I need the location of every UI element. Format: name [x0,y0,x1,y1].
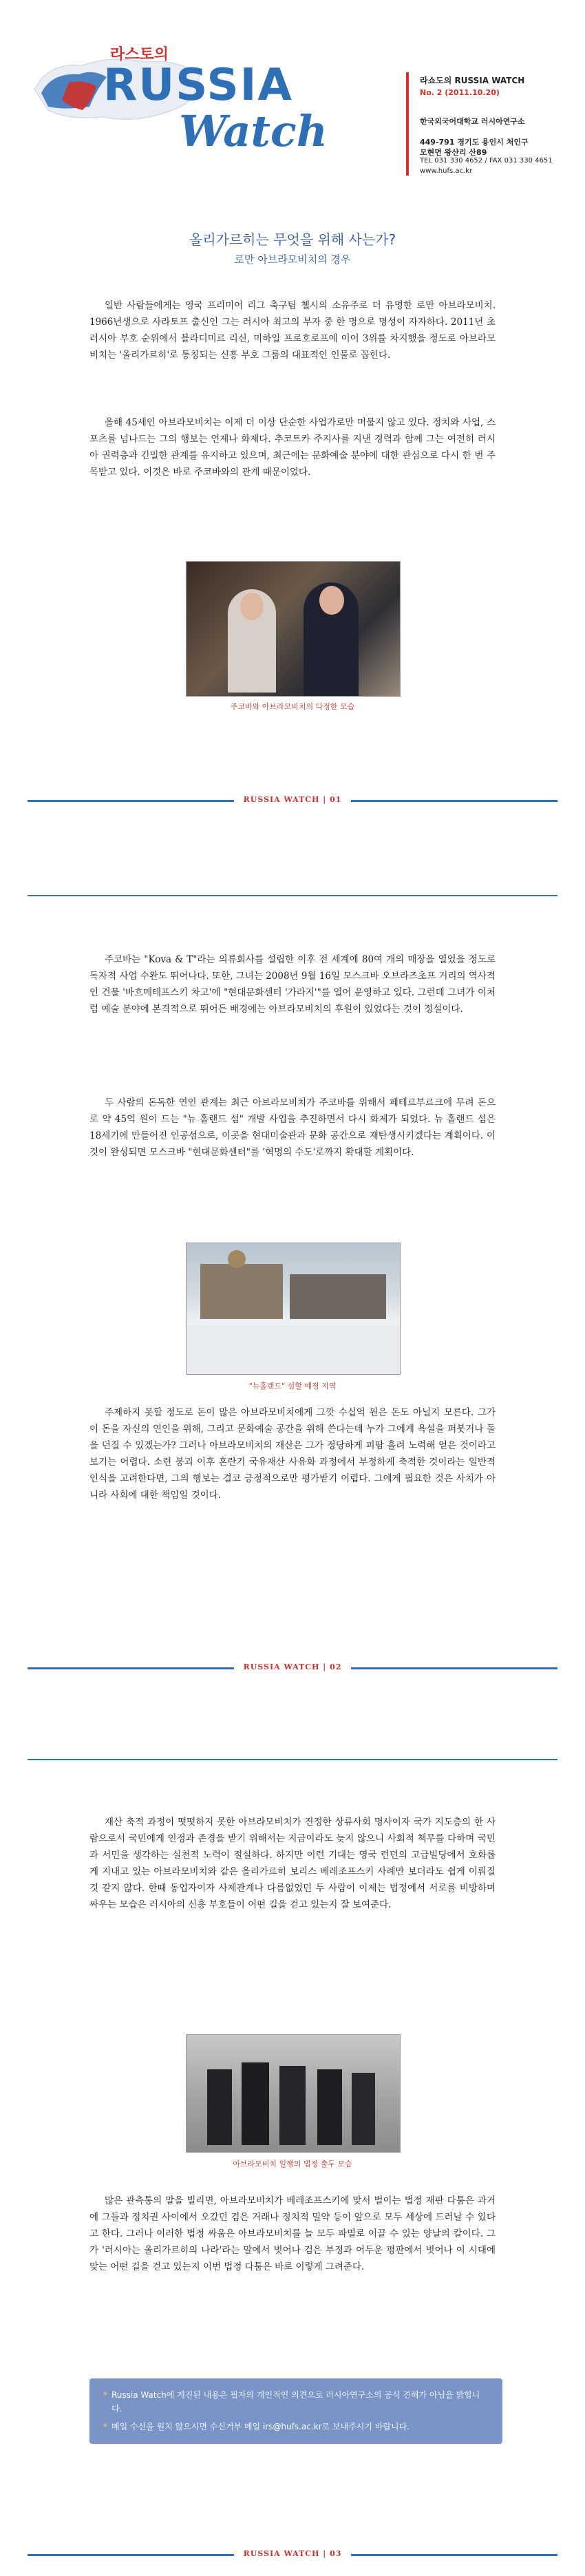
header-divider [406,72,409,176]
page-footer: RUSSIA WATCH | 03 [243,2549,342,2558]
page-footer: RUSSIA WATCH | 02 [243,1662,342,1671]
photo-court-arrival [186,2034,401,2153]
paragraph: 재산 축적 과정이 떳떳하지 못한 아브라모비치가 진정한 상류사회 명사이자 국가 지도층의 한 사람으로서 국민에게 인정과 존경을 받기 위해서는 지금이라도 늦지 않으니 사회적 책무를 다하며 국민과 서민을 생각하는 실천적 노력이 절실하다. 하지만 이런 기대는 영국 런던의 고급빌딩에서 호화롭게 지내고 있는 아브라모비치와 같은 올리가르히 보리스 베레조프스키 사례만 보더라도 쉽게 이뤄질 것 같지 않다. 한때 동업자이자 사제관계나 다름없었던 두 사람이 이제는 법정에서 서로를 비방하며 싸우는 모습은 러시아의 신흥 부호들이 어떤 길을 걷고 있는지 잘 보여준다. [89,1817,496,1910]
address-line-1: 449-791 경기도 용인시 처인구 [420,138,529,147]
website: www.hufs.ac.kr [420,167,473,175]
photo-caption: 아브라모비치 일행의 법정 출두 모습 [233,2160,352,2168]
photo-new-holland [186,1243,401,1375]
bullet-icon: * [103,2390,107,2400]
page-1 [0,0,585,819]
article-title: 올리가르히는 무엇을 위해 사는가? [189,231,396,248]
logo-small: 라스토의 [110,46,169,63]
paragraph: 많은 관측통의 말을 빌리면, 아브라모비치가 베레조프스키에 맞서 벌이는 법정 재판 다툼은 과거에 그들과 정치권 사이에서 오갔던 검은 거래나 정치적 밀약 등이 앞으로 모두 세상에 드러날 수 있다고 한다. 그러나 이러한 법정 싸움은 아브라모비치를 늘 모두 파멸로 이끌 수 있는 양날의 칼이다. 그가 '러시아는 올리가르히의 나라'라는 말에서 벗어나 검은 부정과 어두운 평판에서 벗어나 이 시대에 맞는 어떤 길을 걷고 있는지 이번 법정 다툼은 바로 이렇게 그려준다. [89,2195,496,2272]
note-unsubscribe: * 메일 수신을 원치 않으시면 수신거부 메일 irs@hufs.ac.kr로 보내주시기 바랍니다. [103,2420,489,2434]
note-disclaimer: * Russia Watch에 게진된 내용은 필자의 개인적인 의견으로 러시아연구소의 공식 견해가 아님을 밝힙니다. [103,2388,489,2416]
paragraph: 두 사람의 돈독한 연인 관계는 최근 아브라모비치가 주코바를 위해서 페테르부르크에 무려 돈으로 약 45억 원이 드는 "뉴 홀랜드 섬" 개발 사업을 추진하면서 다시 화제가 되었다. 뉴 홀랜드 섬은 18세기에 만들어진 인공섬으로, 이곳을 현대미술관과 문화 공간으로 재탄생시키겠다는 계획이다. 이것이 완성되면 모스크바 "현대문화센터"를 '혁명의 수도'로까지 확대할 계획이다. [89,1097,496,1158]
photo-caption: 주코바와 아브라모비치의 다정한 모습 [230,702,355,711]
tel-fax: TEL 031 330 4652 / FAX 031 330 4651 [420,157,553,165]
page-footer: RUSSIA WATCH | 01 [243,795,342,804]
bullet-icon: * [103,2422,107,2431]
photo-couple [186,561,401,697]
logo-watch: Watch [179,106,328,156]
paragraph: 일반 사람들에게는 영국 프리미어 리그 축구팀 첼시의 소유주로 더 유명한 로만 아브라모비치. 1966년생으로 사라토프 출신인 그는 러시아 최고의 부자 중 한 명으로 명성이 자자하다. 2011년 초 러시아 부호 순위에서 블라디미르 리신, 미하일 프로호로프에 이어 3위를 차지했을 정도로 아브라모비치는 '올리가르히'로 통칭되는 신흥 부호 그룹의 대표적인 인물로 꼽힌다. [89,300,496,361]
notes-box [89,2378,502,2444]
issue-number: No. 2 (2011.10.20) [420,88,500,97]
page-3 [0,1759,585,2576]
logo-russia: RUSSIA [103,60,293,111]
article-subtitle: 로만 아브라모비치의 경우 [234,253,351,266]
page-2 [0,895,585,1749]
pub-name: 라쇼도의 RUSSIA WATCH [420,76,525,85]
paragraph: 주코바는 "Kova & T"라는 의류회사를 설립한 이후 전 세계에 80여 개의 매장을 열었을 정도로 독자적 사업 수완도 뛰어나다. 또한, 그녀는 2008년 9월 16일 모스크바 오브라즈초프 거리의 역사적인 건물 '바흐메테프스키 차고'에 "현대문화센터 '가라지'"를 열어 운영하고 있다. 그런데 그녀가 이처럼 예술 분야에 본격적으로 뛰어든 배경에는 아브라모비치의 후원이 있었다는 것이 정설이다. [89,954,496,1015]
org-name: 한국외국어대학교 러시아연구소 [420,117,525,126]
paragraph: 올해 45세인 아브라모비치는 이제 더 이상 단순한 사업가로만 머물지 않고 있다. 정치와 사업, 스포츠를 넘나드는 그의 행보는 언제나 화제다. 추코트카 주지사를 지낸 경력과 함께 그는 여전히 러시아 권력층과 긴밀한 관계를 유지하고 있으며, 최근에는 문화예술 분야에 대한 관심으로 다시 한 번 주목받고 있다. 이것은 바로 주코바와의 관계 때문이었다. [89,417,496,478]
address-line-2: 모현면 왕산리 산89 [420,148,487,157]
paragraph: 주제하지 못할 정도로 돈이 많은 아브라모비치에게 그깟 수십억 원은 돈도 아닐지 모른다. 그가 이 돈을 자신의 연인을 위해, 그리고 문화예술 공간을 위해 쓴다는데 누가 그에게 욕설을 퍼붓거나 돌을 던질 수 있겠는가? 그러나 아브라모비치의 재산은 그가 정당하게 피땀 흘려 노력해 얻은 것이라고 보기는 어렵다. 소련 붕괴 이후 혼란기 국유재산 사유화 과정에서 부정하게 축적한 것이라는 일반적 인식을 고려한다면, 그의 행보는 결코 긍정적으로만 평가받기 어렵다. 그에게 필요한 것은 사치가 아니라 사회에 대한 책임일 것이다. [89,1407,496,1501]
photo-caption: "뉴홀랜드" 섬할 예정 지역 [248,1382,337,1391]
